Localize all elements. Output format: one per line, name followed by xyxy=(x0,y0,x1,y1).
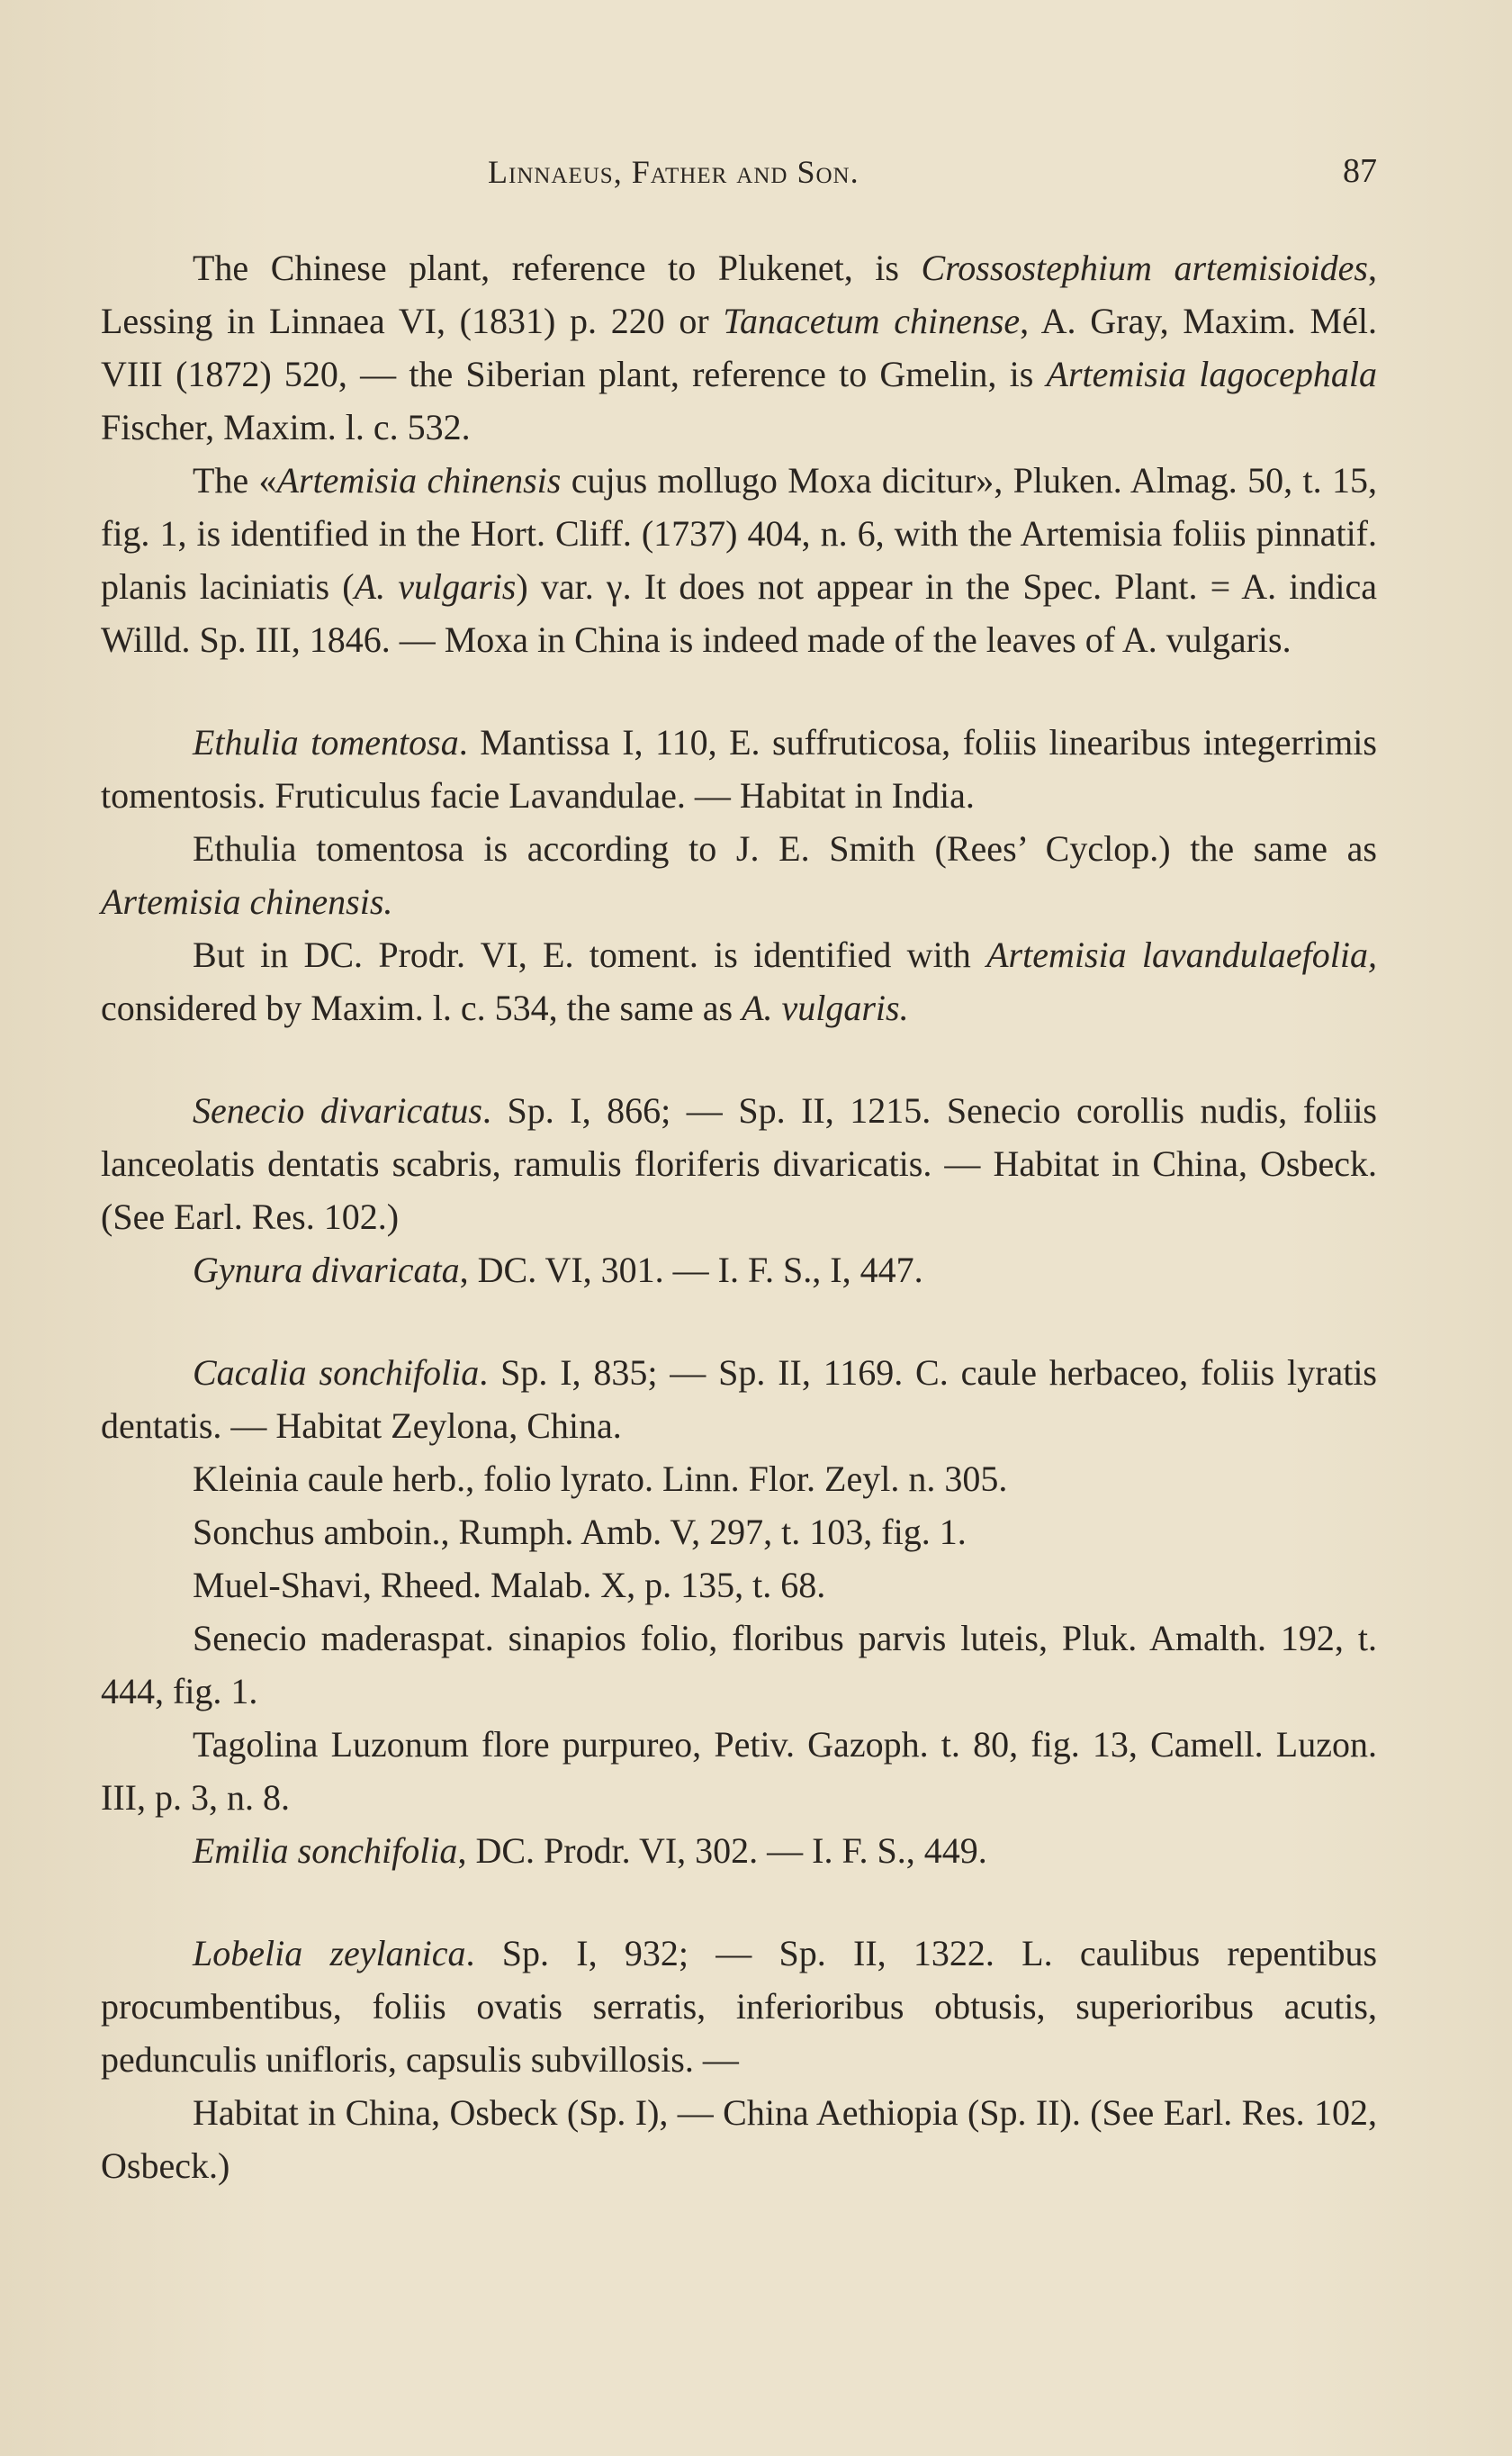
italic-text: Senecio divaricatus xyxy=(193,1090,482,1131)
running-head xyxy=(101,153,1377,207)
text-run: The Chinese plant, reference to Plukenet, is xyxy=(193,248,922,288)
italic-text: Cacalia sonchifolia xyxy=(193,1352,480,1393)
text-run: Muel-Shavi, Rheed. Malab. X, p. 135, t. 68. xyxy=(193,1565,826,1605)
text-run: , A. Gray, Maxim. Mél. VIII (1872) 520, — the Siberian plant, reference to Gmelin, is xyxy=(101,301,1377,394)
paragraph-p12 xyxy=(101,1612,1377,1718)
italic-text: A. vulgaris. xyxy=(742,988,909,1028)
text-run: , DC. Prodr. VI, 302. — I. F. S., 449. xyxy=(457,1830,987,1871)
paragraph-p15 xyxy=(101,1927,1377,2086)
text-run: . Sp. I, 835; — Sp. II, 1169. C. caule herbaceo, foliis lyratis dentatis. — Habitat Zeylona, China. xyxy=(101,1352,1377,1446)
text-run: Sonchus amboin., Rumph. Amb. V, 297, t. 103, fig. 1. xyxy=(193,1512,967,1552)
italic-text: A. vulgaris xyxy=(354,566,517,607)
text-run: Fischer, Maxim. l. c. 532. xyxy=(101,407,471,447)
italic-text: Artemisia chinensis. xyxy=(101,881,393,922)
italic-text: Gynura divaricata xyxy=(193,1250,460,1290)
page-number: 87 xyxy=(1343,152,1377,190)
italic-text: Artemisia lagocephala xyxy=(1046,354,1378,394)
italic-text: Emilia sonchifolia xyxy=(193,1830,458,1871)
paragraph-p9 xyxy=(101,1452,1377,1505)
paragraph-p4 xyxy=(101,822,1377,928)
paragraph-p8 xyxy=(101,1346,1377,1452)
paragraph-p6 xyxy=(101,1084,1377,1243)
text-run: Senecio maderaspat. sinapios folio, floribus parvis luteis, Pluk. Amalth. 192, t. 444, fig. 1. xyxy=(101,1618,1377,1711)
text-run: considered by Maxim. l. c. 534, the same as xyxy=(101,988,742,1028)
text-run: Tagolina Luzonum flore purpureo, Petiv. Gazoph. t. 80, fig. 13, Camell. Luzon. III, p. 3, n. 8. xyxy=(101,1724,1377,1818)
paragraph-p14 xyxy=(101,1824,1377,1877)
text-run: . Mantissa I, 110, E. suffruticosa, foliis linearibus integerrimis tomentosis. Fruticulus facie Lavandulae. — Habitat in India. xyxy=(101,722,1377,816)
text-run: , DC. VI, 301. — I. F. S., I, 447. xyxy=(459,1250,923,1290)
text-run: But in DC. Prodr. VI, E. toment. is identified with xyxy=(193,935,987,975)
text-run: Habitat in China, Osbeck (Sp. I), — China Aethiopia (Sp. II). (See Earl. Res. 102, Osbeck.) xyxy=(101,2092,1377,2186)
text-run: . Sp. I, 866; — Sp. II, 1215. Senecio corollis nudis, foliis lanceolatis dentatis scabris, ramulis floriferis divaricatis. — Habitat in China, Osbeck. (See Earl. Res. 102.) xyxy=(101,1090,1377,1237)
paragraph-p1 xyxy=(101,241,1377,454)
text-run: cujus mollugo Moxa dicitur», Pluken. Almag. 50, t. 15, fig. 1, is identified in the Hort. Cliff. (1737) 404, n. 6, with the Artemisia foliis pinnatif. planis laciniatis ( xyxy=(101,460,1377,607)
paragraph-p3 xyxy=(101,716,1377,822)
italic-text: Artemisia chinensis xyxy=(276,460,562,501)
text-run: . Sp. I, 932; — Sp. II, 1322. L. caulibus repentibus procumbentibus, foliis ovatis serratis, inferioribus obtusis, superioribus acutis, pedunculis unifloris, capsulis subvillosis. — xyxy=(101,1933,1378,2080)
paragraph-p11 xyxy=(101,1558,1377,1612)
paragraph-p16 xyxy=(101,2086,1377,2192)
italic-text: Lobelia zeylanica xyxy=(193,1933,466,1973)
text-run: ) var. γ. It does not appear in the Spec. Plant. = A. indica Willd. Sp. III, 1846. — Moxa in China is indeed made of the leaves of A. vulgaris. xyxy=(101,566,1378,660)
italic-text: Ethulia tomentosa xyxy=(193,722,459,763)
text-run: , Lessing in Linnaea VI, (1831) p. 220 or xyxy=(101,248,1377,341)
paragraph-p13 xyxy=(101,1718,1377,1824)
italic-text: Tanacetum chinense xyxy=(723,301,1021,341)
text-run: Kleinia caule herb., folio lyrato. Linn. Flor. Zeyl. n. 305. xyxy=(193,1458,1008,1499)
italic-text: Artemisia lavandulaefolia, xyxy=(986,935,1377,975)
running-head-title: Linnaeus, Father and Son. xyxy=(488,154,860,190)
body-text xyxy=(101,241,1377,2192)
paragraph-p5 xyxy=(101,928,1377,1034)
paragraph-p10 xyxy=(101,1505,1377,1558)
italic-text: Crossostephium artemisioides xyxy=(921,248,1368,288)
paragraph-p7 xyxy=(101,1243,1377,1296)
paragraph-p2 xyxy=(101,454,1377,666)
text-run: The « xyxy=(193,460,277,501)
text-run: Ethulia tomentosa is according to J. E. Smith (Rees’ Cyclop.) the same as xyxy=(193,828,1377,869)
